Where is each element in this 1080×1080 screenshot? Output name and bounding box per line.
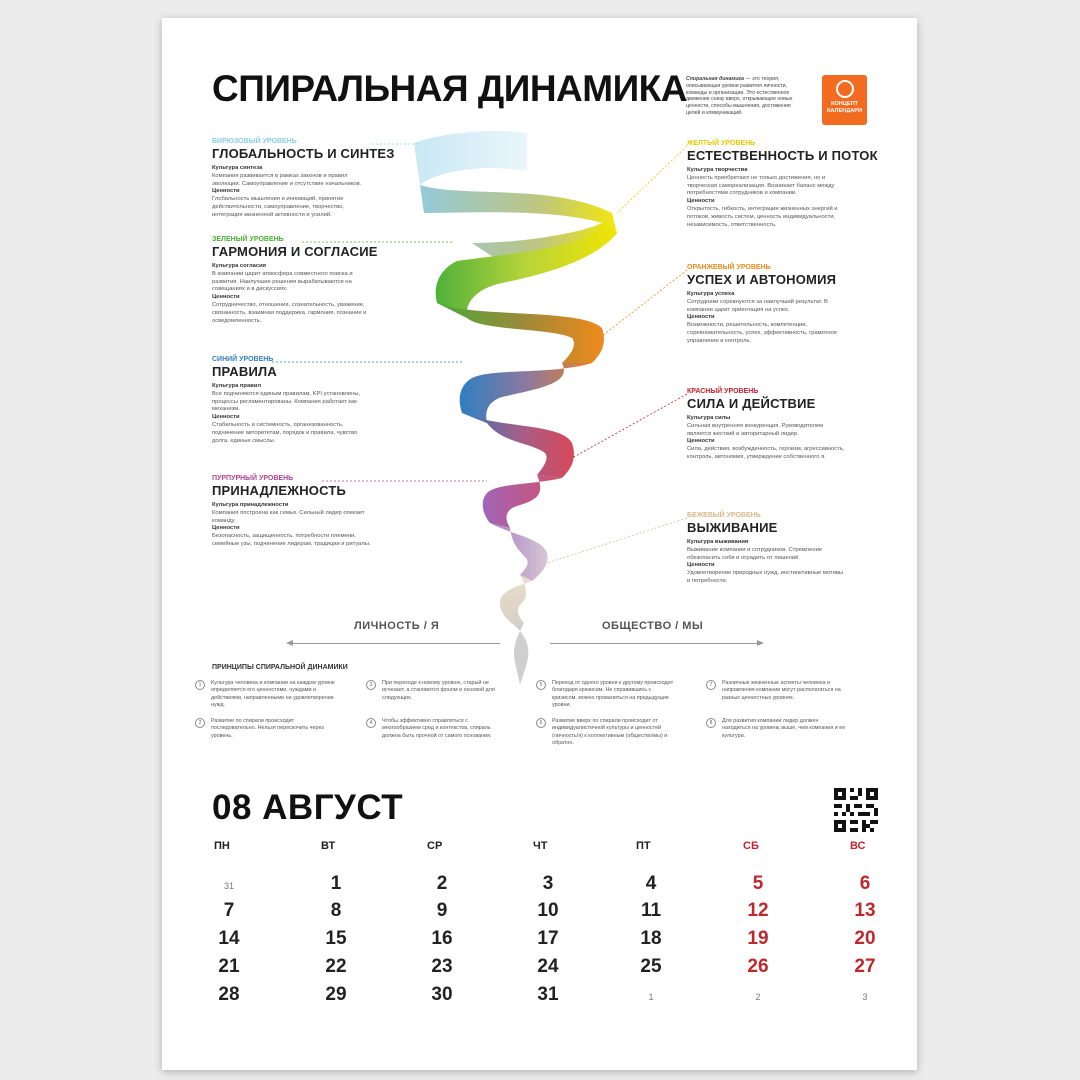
values-label: Ценности	[687, 562, 715, 569]
logo-line2: КАЛЕНДАРИ	[827, 108, 862, 114]
culture-label: Культура согласия	[212, 263, 267, 269]
values-text: Сила, действия, возбужденность, героизм, агрессивность, контроль, автономия, утверждение собственного я.	[687, 446, 845, 461]
calendar-day: 13	[854, 900, 876, 921]
number-circle-icon: 1	[195, 680, 205, 690]
principle-text: Чтобы эффективно справляться с многообразием сред и контекстов, спираль должна быть прочной от самого основания.	[382, 718, 492, 739]
culture-text: Сотрудники соревнуются за наилучший результат. В компании царит ориентация на успех.	[687, 298, 828, 313]
calendar-day: 7	[223, 900, 235, 921]
culture-text: Компания построена как семья. Сильный лидер опекает команду.	[212, 509, 365, 524]
culture-label: Культура выживания	[687, 539, 749, 545]
principle-item	[366, 680, 507, 702]
calendar-sheet	[162, 18, 917, 1070]
level-heading: ПРИНАДЛЕЖНОСТЬ	[212, 483, 347, 498]
culture-text: Выживание компании и сотрудников. Стремление обезопасить себя и оградить от лишений.	[687, 546, 823, 561]
weekday-header: ЧТ	[533, 840, 548, 852]
level-tag: БИРЮЗОВЫЙ УРОВЕНЬ	[212, 138, 297, 145]
calendar-day: 20	[854, 928, 876, 949]
calendar-day: 17	[537, 928, 559, 949]
values-text: Удовлетворение природных нужд, инстинктивные мотивы и потребности.	[687, 570, 844, 585]
level-tag: КРАСНЫЙ УРОВЕНЬ	[687, 388, 759, 395]
culture-label: Культура принадлежности	[212, 502, 289, 508]
calendar-day: 11	[640, 900, 662, 921]
weekday-header: СР	[427, 840, 443, 852]
level-orange	[687, 264, 847, 346]
calendar-day: 21	[218, 956, 240, 977]
values-text: Открытость, гибкость, интеграции жизненных энергий и потоков, живость систем, ценность индивидуальности, независимость, ответственность.	[687, 206, 838, 228]
calendar-day: 31	[223, 881, 234, 891]
level-turquoise	[212, 138, 395, 220]
values-text: Глобальность мышления и инноваций, принятие действительности, самоуправление, творчество, интеграция жизненной активности и усилий.	[212, 196, 345, 218]
level-beige	[687, 512, 847, 586]
calendar-day: 24	[537, 956, 559, 977]
calendar-day: 31	[537, 984, 559, 1005]
level-red	[687, 388, 847, 462]
calendar-day: 28	[218, 984, 240, 1005]
calendar-day: 8	[330, 900, 342, 921]
level-yellow	[687, 140, 878, 230]
level-heading: ЕСТЕСТВЕННОСТЬ И ПОТОК	[687, 148, 878, 163]
number-circle-icon: 3	[366, 680, 376, 690]
culture-label: Культура силы	[687, 415, 731, 421]
principle-text: Развитие вверх по спирали происходит от индивидуалистичной культуры и ценностей (личность/я) к коллективным (общество/мы) и обратно.	[552, 718, 668, 746]
culture-label: Культура успеха	[687, 291, 735, 297]
number-circle-icon: 5	[536, 680, 546, 690]
values-label: Ценности	[212, 188, 240, 195]
values-label: Ценности	[212, 414, 240, 421]
calendar-day: 22	[325, 956, 347, 977]
principle-text: Переход от одного уровня к другому происходит благодаря кризисам. Не справившись с кризисом, можно провалиться на предыдущие уровни.	[552, 680, 674, 708]
calendar-day: 29	[325, 984, 347, 1005]
calendar-day: 19	[747, 928, 769, 949]
values-label: Ценности	[687, 438, 715, 445]
month-title: 08 АВГУСТ	[212, 788, 404, 827]
principle-text: Развитие по спирали происходит последовательно. Нельзя перескочить через уровень.	[211, 718, 324, 739]
calendar-day: 14	[218, 928, 240, 949]
principle-item	[366, 718, 507, 740]
calendar-day: 3	[862, 992, 868, 1002]
calendar-day: 23	[431, 956, 453, 977]
level-tag: ОРАНЖЕВЫЙ УРОВЕНЬ	[687, 264, 771, 271]
level-green	[212, 236, 378, 326]
axis-label-personal: ЛИЧНОСТЬ / Я	[354, 620, 440, 632]
principles-title: ПРИНЦИПЫ СПИРАЛЬНОЙ ДИНАМИКИ	[212, 664, 348, 671]
calendar-day: 1	[330, 873, 342, 894]
values-label: Ценности	[212, 294, 240, 301]
principle-item	[195, 718, 336, 740]
level-purple	[212, 475, 372, 549]
number-circle-icon: 6	[536, 718, 546, 728]
culture-label: Культура правил	[212, 383, 262, 389]
calendar-day: 27	[854, 956, 876, 977]
principle-item	[706, 718, 847, 740]
weekday-header: ВС	[850, 840, 866, 852]
level-tag: ЖЕЛТЫЙ УРОВЕНЬ	[687, 140, 756, 147]
values-label: Ценности	[212, 525, 240, 532]
principle-text: Различные жизненные аспекты человека и направления компании могут располагаться на разных ценностных уровнях.	[722, 680, 841, 701]
principle-item	[706, 680, 847, 702]
calendar-day: 2	[436, 873, 448, 894]
logo-line1: КОНЦЕПТ	[830, 101, 859, 107]
culture-text: Компания развивается в рамках законов и правил эволюции. Самоуправление и отсутствие начальников.	[212, 172, 362, 187]
intro-body: — это теория, описывающая уровни развития личности, команды и организации. Это естественное движение снизу вверх, открывающее новые ценности, способы мышления, достижения целей и коммуникаций.	[686, 76, 793, 116]
culture-text: Ценность приобретают не только достижения, но и творческая самореализация. Возникает баланс между потребностями сотрудников и компании.	[687, 174, 835, 197]
principle-item	[195, 680, 336, 709]
level-tag: ПУРПУРНЫЙ УРОВЕНЬ	[212, 475, 294, 482]
culture-text: Сильная внутренняя конкуренция. Руководителем является жесткий и авторитарный лидер.	[687, 422, 824, 437]
calendar-day: 6	[859, 873, 871, 894]
level-tag: ЗЕЛЕНЫЙ УРОВЕНЬ	[212, 236, 284, 243]
calendar-day: 3	[542, 873, 554, 894]
number-circle-icon: 7	[706, 680, 716, 690]
weekday-header: ВТ	[321, 840, 336, 852]
calendar-day: 12	[747, 900, 769, 921]
calendar-day: 4	[645, 873, 657, 894]
culture-label: Культура творчества	[687, 167, 748, 173]
intro-term: Спиральная динамика	[686, 76, 744, 82]
values-text: Сотрудничество, отношения, сознательность, уважение, связанность, взаимная поддержка, гармония, познание и осведомленность.	[212, 302, 367, 324]
number-circle-icon: 8	[706, 718, 716, 728]
qr-code-icon	[834, 788, 878, 832]
principle-item	[536, 680, 677, 709]
calendar-day: 25	[640, 956, 662, 977]
calendar-day: 2	[755, 992, 761, 1002]
weekday-header: ПТ	[636, 840, 651, 852]
axis-label-society: ОБЩЕСТВО / МЫ	[602, 620, 704, 632]
calendar-day: 1	[648, 992, 654, 1002]
principle-text: Для развития компании лидер должен находиться на уровень выше, чем компания и ее культура.	[722, 718, 846, 739]
culture-text: Все подчиняются единым правилам, KPI установлены, процессы регламентированы. Компания работает как механизм.	[212, 390, 361, 413]
calendar-day: 26	[747, 956, 769, 977]
values-label: Ценности	[687, 198, 715, 205]
calendar-day: 30	[431, 984, 453, 1005]
principle-text: При переходе к новому уровню, старый не исчезает, а становится фоном и основой для следующих.	[382, 680, 495, 701]
values-text: Возможности, решительность, компетенции, соревновательность, успех, эффективность, грамотное управление и контроль.	[687, 322, 838, 344]
arrowhead-right-icon	[756, 639, 764, 647]
values-text: Безопасность, защищенность, потребности племени, семейные узы, подчинение лидерам, традиции и ритуалы.	[212, 533, 371, 548]
principle-text: Культура человека и компании на каждом уровне определяется его ценностями, нуждами и действиями, направленными на удовлетворение нужд.	[211, 680, 335, 708]
calendar-day: 9	[436, 900, 448, 921]
culture-text: В компании царит атмосфера совместного поиска и развития. Наилучшие решения вырабатываются на совещаниях и в дискуссиях.	[212, 270, 353, 293]
number-circle-icon: 2	[195, 718, 205, 728]
weekday-header: СБ	[743, 840, 759, 852]
number-circle-icon: 4	[366, 718, 376, 728]
page-title: СПИРАЛЬНАЯ ДИНАМИКА	[212, 68, 687, 109]
level-heading: ПРАВИЛА	[212, 364, 277, 379]
arrow-left-icon	[290, 643, 500, 644]
level-heading: СИЛА И ДЕЙСТВИЕ	[687, 396, 816, 411]
calendar-day: 15	[325, 928, 347, 949]
level-heading: ГЛОБАЛЬНОСТЬ И СИНТЕЗ	[212, 146, 395, 161]
calendar-day: 5	[752, 873, 764, 894]
calendar-day: 18	[640, 928, 662, 949]
level-blue	[212, 356, 372, 446]
level-tag: СИНИЙ УРОВЕНЬ	[212, 356, 274, 363]
culture-label: Культура синтеза	[212, 165, 263, 171]
level-heading: ГАРМОНИЯ И СОГЛАСИЕ	[212, 244, 378, 259]
weekday-header: ПН	[214, 840, 230, 852]
arrow-right-icon	[550, 643, 760, 644]
calendar-day: 10	[537, 900, 559, 921]
principle-item	[536, 718, 677, 747]
values-label: Ценности	[687, 314, 715, 321]
level-heading: ВЫЖИВАНИЕ	[687, 520, 778, 535]
arrowhead-left-icon	[286, 639, 294, 647]
calendar-day: 16	[431, 928, 453, 949]
level-tag: БЕЖЕВЫЙ УРОВЕНЬ	[687, 512, 761, 519]
values-text: Стабильность и системность, организованность, подчинение авторитетам, порядок и правила, чувство долга, единые смыслы.	[212, 422, 358, 444]
level-heading: УСПЕХ И АВТОНОМИЯ	[687, 272, 837, 287]
